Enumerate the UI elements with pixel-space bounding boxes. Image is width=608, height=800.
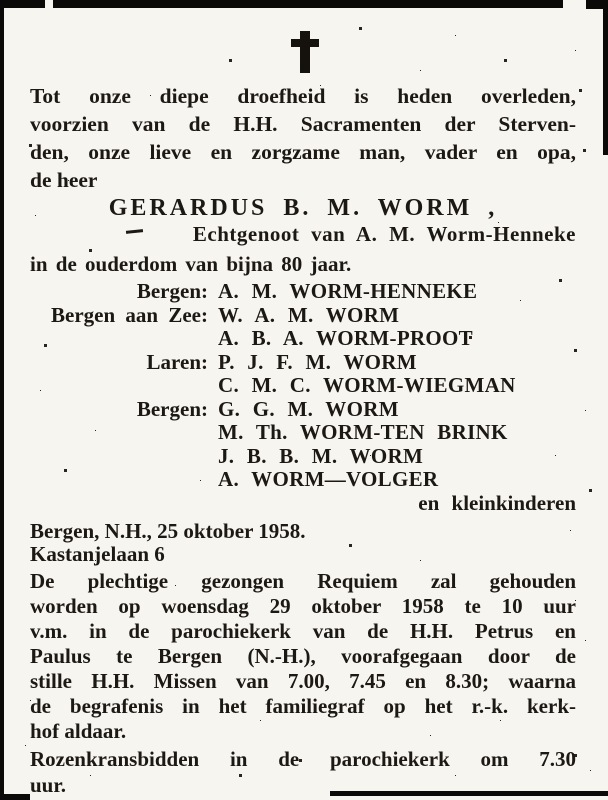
rosary-line: uur. xyxy=(30,772,67,797)
mourner-place xyxy=(30,374,208,398)
age-line: in de ouderdom van bijna 80 jaar. xyxy=(30,252,352,276)
intro-paragraph xyxy=(30,82,576,194)
mourner-place xyxy=(30,327,208,351)
mourner-place: Bergen: xyxy=(136,396,208,421)
address-line: Kastanjelaan 6 xyxy=(30,541,165,566)
mourners-list xyxy=(30,280,576,492)
funeral-line: stille H.H. Missen van 7.00, 7.45 en 8.30; waarna xyxy=(30,668,576,693)
grandchildren-line: en kleinkinderen xyxy=(418,490,576,515)
funeral-line: hof aldaar. xyxy=(30,718,127,743)
scan-noise-speckles xyxy=(0,0,1,1)
relation-line: Echtgenoot van A. M. Worm-Henneke xyxy=(192,222,576,246)
rosary-line: Rozenkransbidden in de parochiekerk om 7.30 xyxy=(30,746,576,771)
funeral-line: De plechtige gezongen Requiem zal gehouden xyxy=(30,568,576,593)
mourner-name: P. J. F. M. WORM xyxy=(218,349,417,374)
mourner-place: Laren: xyxy=(146,349,208,374)
deceased-name: GERARDUS B. M. WORM , xyxy=(108,195,498,221)
funeral-line: de begrafenis in het familiegraf op het r.-k. kerk- xyxy=(30,693,576,718)
mourner-name: J. B. B. M. WORM xyxy=(218,443,424,468)
mourner-name: W. A. M. WORM xyxy=(218,302,400,327)
funeral-line: worden op woensdag 29 oktober 1958 te 10 uur xyxy=(30,593,576,618)
mourner-place xyxy=(30,421,208,445)
intro-line: den, onze lieve en zorgzame man, vader en opa, xyxy=(30,140,576,164)
intro-line: voorzien van de H.H. Sacramenten der Sterven- xyxy=(30,112,576,136)
mourner-name: A. WORM—VOLGER xyxy=(218,467,439,491)
funeral-line: v.m. in de parochiekerk van de H.H. Petrus en xyxy=(30,618,576,643)
mourner-place: Bergen: xyxy=(136,279,208,303)
mourner-name: C. M. C. WORM-WIEGMAN xyxy=(218,373,516,397)
scan-border-left xyxy=(0,0,4,800)
intro-line: de heer xyxy=(30,168,98,192)
mourner-place: Bergen aan Zee: xyxy=(51,302,208,327)
mourner-name: G. G. M. WORM xyxy=(218,396,399,421)
notice-text xyxy=(30,0,576,798)
scan-border-right xyxy=(603,0,608,155)
intro-line: Tot onze diepe droefheid is heden overleden, xyxy=(30,84,576,108)
mourner-place xyxy=(30,445,208,469)
funeral-paragraph xyxy=(30,569,576,744)
scan-border-bottom-left xyxy=(0,794,30,800)
place-date-line: Bergen, N.H., 25 oktober 1958. xyxy=(30,518,306,543)
mourner-name: M. Th. WORM-TEN BRINK xyxy=(218,420,508,444)
funeral-line: Paulus te Bergen (N.-H.), voorafgegaan door de xyxy=(30,643,576,668)
rosary-paragraph xyxy=(30,746,576,798)
mourner-name: A. B. A. WORM-PROOT xyxy=(218,326,473,350)
mourner-place xyxy=(30,468,208,492)
mourner-name: A. M. WORM-HENNEKE xyxy=(218,279,478,303)
